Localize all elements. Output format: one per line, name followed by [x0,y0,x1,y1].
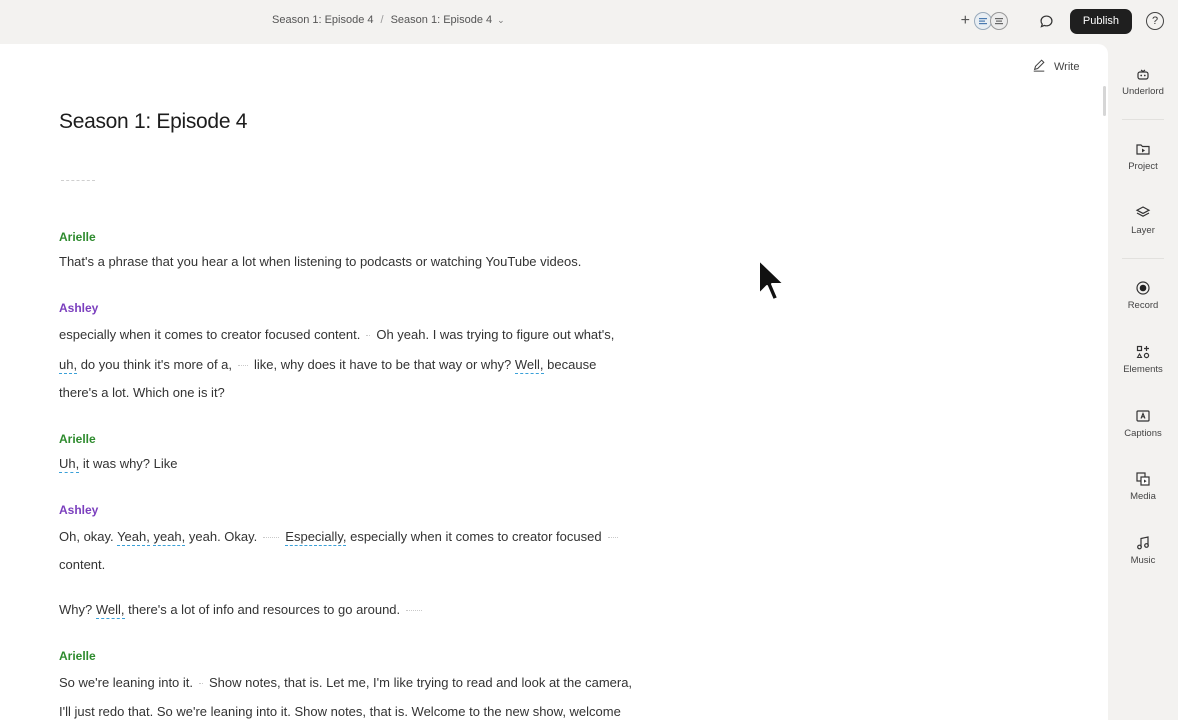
breadcrumb-project[interactable]: Season 1: Episode 4 [272,14,374,26]
record-icon [1135,280,1151,296]
publish-button[interactable]: Publish [1070,9,1132,34]
pen-icon [1032,58,1046,75]
avatar-glyph-icon [978,16,988,26]
page-title[interactable]: Season 1: Episode 4 [59,110,248,133]
music-icon [1135,535,1151,551]
transcript-text: there's a lot of info and resources to go around. [124,602,401,617]
mouse-cursor-icon [757,258,789,306]
transcript-text: like, why does it have to be that way or why? [254,357,515,372]
transcript-line[interactable] [59,602,428,617]
speaker-label[interactable]: Arielle [59,649,96,663]
gap-marker [238,365,248,366]
sidebar-item-label: Layer [1131,225,1155,236]
top-bar [0,0,1178,44]
elements-icon [1135,344,1151,360]
transcript-text: Why? [59,602,96,617]
filler-word[interactable]: yeah, [153,529,186,544]
top-actions [961,8,1164,34]
help-icon[interactable]: ? [1146,12,1164,30]
sidebar-item-label: Media [1130,491,1156,502]
transcript-line[interactable] [59,456,178,471]
transcript-text: So we're leaning into it. [59,675,194,690]
transcript-line[interactable]: content. [59,557,106,572]
filler-word[interactable]: Well, [95,602,125,617]
gap-marker [199,683,203,684]
sidebar-item-label: Underlord [1122,86,1164,97]
sidebar-item-underlord[interactable] [1108,66,1178,97]
gap-marker [406,610,422,611]
robot-icon [1135,66,1151,82]
gap-marker [608,537,618,538]
transcript-text: it was why? Like [79,456,178,471]
speaker-label[interactable]: Arielle [59,432,96,446]
filler-word[interactable]: Uh, [59,456,80,471]
breadcrumb [272,14,505,26]
sidebar-item-elements[interactable] [1108,344,1178,375]
sidebar-item-layer[interactable] [1108,205,1178,236]
write-button[interactable] [1032,58,1079,75]
right-toolbar [1108,44,1178,720]
collaborators [961,12,1008,30]
script-editor[interactable] [0,44,1108,720]
filler-word[interactable]: uh, [59,357,78,372]
filler-word[interactable]: Yeah, [117,529,150,544]
speaker-label[interactable]: Ashley [59,301,99,315]
transcript-text: do you think it's more of a, [77,357,233,372]
sidebar-item-label: Captions [1124,428,1162,439]
transcript-text: Show notes, that is. Let me, I'm like trying to read and look at the camera, [209,675,633,690]
transcript-text: yeah. Okay. [185,529,258,544]
transcript-line[interactable]: there's a lot. Which one is it? [59,385,225,400]
transcript-text: especially when it comes to creator focused [346,529,602,544]
sidebar-item-label: Elements [1123,364,1163,375]
transcript-text: because [543,357,597,372]
media-icon [1135,471,1151,487]
folder-play-icon [1135,141,1151,157]
transcript-text: Oh, okay. [59,529,118,544]
transcript-line[interactable]: I'll just redo that. So we're leaning into it. Show notes, that is. Welcome to the new show, welcome [59,704,621,719]
gap-marker [61,180,95,181]
breadcrumb-separator: / [380,14,384,26]
sidebar-item-record[interactable] [1108,280,1178,311]
transcript-line[interactable] [59,675,632,690]
transcript-line[interactable] [59,529,624,544]
transcript-text: especially when it comes to creator focused content. [59,327,361,342]
gap-marker [366,335,370,336]
sidebar-item-project[interactable] [1108,141,1178,172]
sidebar-item-label: Record [1127,300,1159,311]
layers-icon [1135,205,1151,221]
sidebar-item-media[interactable] [1108,471,1178,502]
transcript-line[interactable]: That's a phrase that you hear a lot when listening to podcasts or watching YouTube videos. [59,254,582,269]
filler-word[interactable]: Well, [514,357,544,372]
transcript-text: Oh yeah. I was trying to figure out what's, [376,327,615,342]
gap-marker [263,537,279,538]
scrollbar[interactable] [1103,86,1106,116]
comment-icon[interactable] [1034,8,1060,34]
speaker-label[interactable]: Arielle [59,230,96,244]
avatar-glyph-icon [994,16,1004,26]
divider [1122,119,1164,120]
divider [1122,258,1164,259]
transcript-line[interactable] [59,357,596,372]
sidebar-item-captions[interactable] [1108,408,1178,439]
chevron-down-icon[interactable]: ⌄ [497,14,505,25]
captions-icon [1135,408,1151,424]
sidebar-item-music[interactable] [1108,535,1178,566]
speaker-label[interactable]: Ashley [59,503,99,517]
add-collaborator-icon[interactable]: + [960,12,970,29]
transcript-line[interactable] [59,327,614,342]
write-label: Write [1054,60,1080,73]
sidebar-item-label: Music [1130,555,1156,566]
breadcrumb-composition[interactable]: Season 1: Episode 4 [390,14,493,26]
sidebar-item-label: Project [1128,161,1158,172]
avatar[interactable] [990,12,1008,30]
filler-word[interactable]: Especially, [285,529,347,544]
